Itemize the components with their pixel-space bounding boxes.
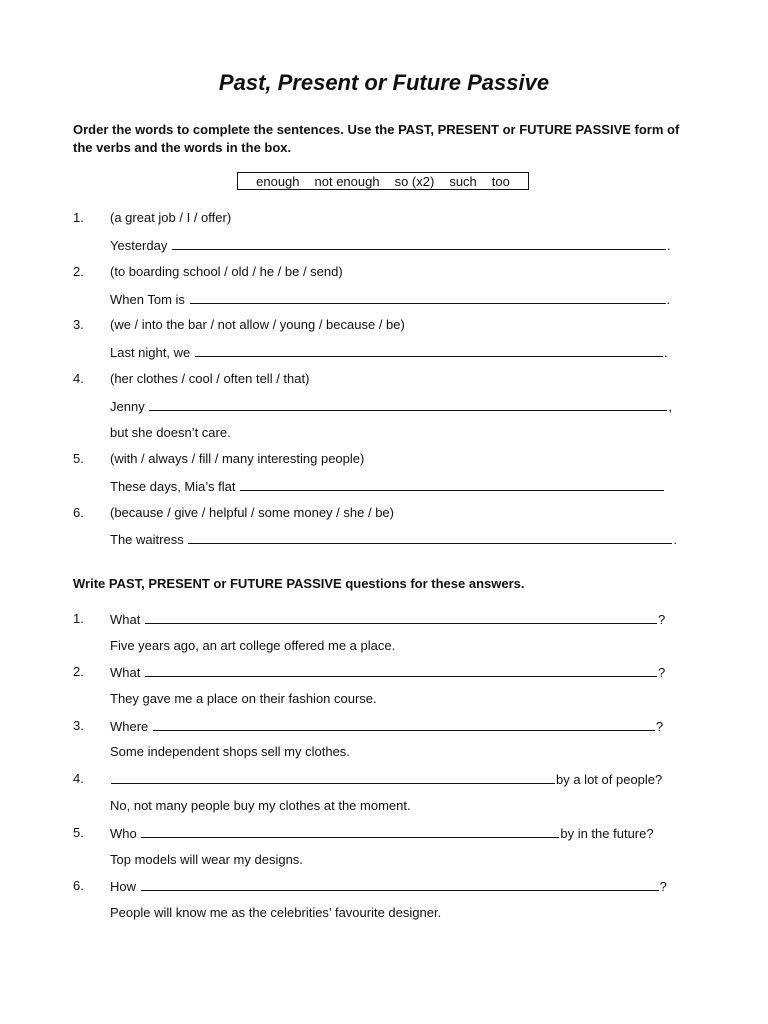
cue-text: (to boarding school / old / he / be / send): [110, 264, 343, 279]
answer-text: Top models will wear my designs.: [110, 852, 303, 867]
sentence-start: When Tom is: [110, 292, 185, 307]
exercise2-item-5-answer: [0, 852, 768, 872]
question-blank[interactable]: [153, 718, 655, 731]
question-blank[interactable]: [111, 771, 555, 784]
exercise1-item-5-cue: [0, 451, 768, 471]
exercise2-item-6-answer: [0, 905, 768, 925]
answer-text: They gave me a place on their fashion course.: [110, 691, 377, 706]
item-number: 5.: [73, 451, 84, 466]
question-blank[interactable]: [141, 878, 659, 891]
word-box-item: enough: [256, 173, 300, 189]
question-start: How: [110, 879, 137, 894]
question-end: ?: [657, 612, 666, 627]
answer-blank[interactable]: [195, 344, 663, 357]
answer-blank[interactable]: [172, 237, 666, 250]
sentence-end: .: [666, 238, 671, 253]
exercise2-item-2-question: [0, 664, 768, 684]
sentence-end: .: [663, 345, 668, 360]
question-start: Where: [110, 719, 149, 734]
sentence-end: .: [673, 532, 677, 547]
cue-text: (because / give / helpful / some money / she / be): [110, 505, 394, 520]
cue-text: (her clothes / cool / often tell / that): [110, 371, 310, 386]
item-number: 3.: [73, 718, 84, 733]
page-title: Past, Present or Future Passive: [218, 70, 550, 95]
sentence-start: The waitress: [110, 532, 184, 547]
sentence-start: These days, Mia’s flat: [110, 479, 236, 494]
sentence-continuation: but she doesn’t care.: [110, 425, 231, 440]
exercise1-item-4-continuation: [0, 425, 768, 445]
word-box-item: not enough: [314, 173, 380, 189]
exercise1-item-1-cue: [0, 210, 768, 230]
exercise2-item-1-answer: [0, 638, 768, 658]
question-end: by a lot of people?: [556, 772, 663, 787]
sentence-start: Yesterday: [110, 238, 168, 253]
exercise1-item-4-answer: [0, 398, 768, 418]
word-box-item: too: [491, 173, 510, 189]
exercise1-item-2-cue: [0, 264, 768, 284]
item-number: 6.: [73, 878, 84, 893]
exercise2-item-2-answer: [0, 691, 768, 711]
exercise2-item-4-answer: [0, 798, 768, 818]
item-number: 1.: [73, 210, 84, 225]
item-number: 2.: [73, 264, 84, 279]
exercise2-item-3-question: [0, 718, 768, 738]
question-end: by in the future?: [560, 826, 654, 841]
exercise1-item-6-answer: [0, 531, 768, 551]
instructions-2: Write PAST, PRESENT or FUTURE PASSIVE questions for these answers.: [73, 576, 525, 591]
cue-text: (a great job / I / offer): [110, 210, 232, 225]
item-number: 4.: [73, 371, 84, 386]
item-number: 1.: [73, 611, 84, 626]
answer-text: People will know me as the celebrities’ favourite designer.: [110, 905, 442, 920]
question-end: ?: [659, 879, 667, 894]
answer-blank[interactable]: [190, 291, 666, 304]
exercise2-item-4-question: [0, 771, 768, 791]
answer-blank[interactable]: [240, 478, 664, 491]
sentence-start: Jenny: [110, 399, 145, 414]
item-number: 2.: [73, 664, 84, 679]
question-end: ?: [655, 719, 664, 734]
exercise1-item-5-answer: [0, 478, 768, 498]
question-blank[interactable]: [145, 664, 657, 677]
sentence-start: Last night, we: [110, 345, 191, 360]
answer-blank[interactable]: [149, 398, 667, 411]
sentence-end: ,: [668, 399, 672, 414]
exercise1-item-1-answer: [0, 237, 768, 257]
question-end: ?: [657, 665, 666, 680]
question-blank[interactable]: [145, 611, 657, 624]
answer-text: Five years ago, an art college offered me a place.: [110, 638, 396, 653]
item-number: 3.: [73, 317, 84, 332]
exercise1-item-4-cue: [0, 371, 768, 391]
exercise1-item-3-answer: [0, 344, 768, 364]
exercise1-item-6-cue: [0, 505, 768, 525]
question-start: What: [110, 665, 141, 680]
sentence-end: .: [666, 292, 671, 307]
item-number: 5.: [73, 825, 84, 840]
instructions-1: Order the words to complete the sentences. Use the PAST, PRESENT or FUTURE PASSIVE form of the verbs and the words in the box.: [73, 122, 680, 155]
answer-blank[interactable]: [188, 531, 672, 544]
question-start: What: [110, 612, 141, 627]
exercise2-item-3-answer: [0, 744, 768, 764]
exercise2-item-1-question: [0, 611, 768, 631]
exercise2-item-5-question: [0, 825, 768, 845]
cue-text: (with / always / fill / many interesting people): [110, 451, 365, 466]
answer-text: No, not many people buy my clothes at the moment.: [110, 798, 411, 813]
question-blank[interactable]: [141, 825, 559, 838]
word-box-item: such: [449, 173, 477, 189]
item-number: 6.: [73, 505, 84, 520]
word-box-item: so (x2): [394, 173, 435, 189]
answer-text: Some independent shops sell my clothes.: [110, 744, 350, 759]
item-number: 4.: [73, 771, 84, 786]
exercise1-item-2-answer: [0, 291, 768, 311]
cue-text: (we / into the bar / not allow / young / because / be): [110, 317, 405, 332]
word-box: [237, 172, 529, 190]
question-start: Who: [110, 826, 137, 841]
exercise2-item-6-question: [0, 878, 768, 898]
exercise1-item-3-cue: [0, 317, 768, 337]
